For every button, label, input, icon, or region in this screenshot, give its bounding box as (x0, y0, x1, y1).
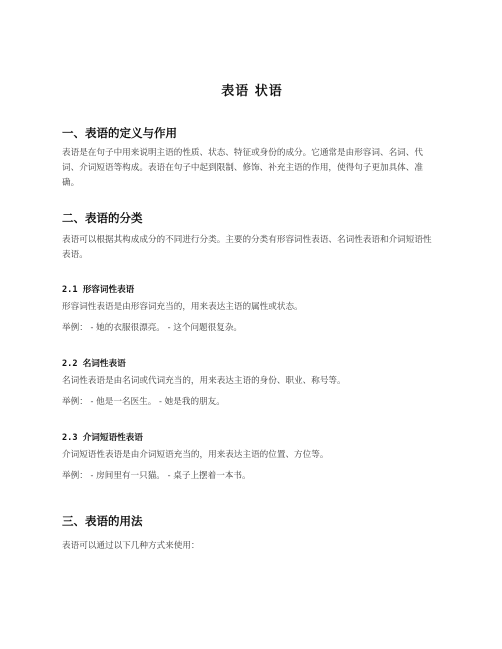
subsection-heading-prepositional: 2.3 介词短语性表语 (62, 433, 143, 443)
document-title: 表语 状语 (221, 84, 283, 99)
subsection-example-prepositional: 举例： - 房间里有一只猫。 - 桌子上摆着一本书。 (62, 471, 251, 481)
subsection-heading-adjective: 2.1 形容词性表语 (62, 285, 135, 295)
subsection-description-noun: 名词性表语是由名词或代词充当的，用来表达主语的身份、职业、称号等。 (62, 376, 346, 386)
subsection-description-adjective: 形容词性表语是由形容词充当的，用来表达主语的属性或状态。 (62, 302, 303, 312)
subsection-example-noun: 举例： - 他是一名医生。 - 她是我的朋友。 (62, 397, 225, 407)
subsection-description-prepositional: 介词短语性表语是由介词短语充当的，用来表达主语的位置、方位等。 (62, 450, 329, 460)
section-heading-usage: 三、表语的用法 (62, 514, 143, 528)
section-heading-definition: 一、表语的定义与作用 (62, 126, 177, 140)
section-paragraph-definition: 表语是在句子中用来说明主语的性质、状态、特征或身份的成分。它通常是由形容词、名词、代词、介词短语等构成。表语在句子中起到限制、修饰、补充主语的作用，使得句子更加具体、准确。 (62, 148, 423, 188)
section-paragraph-usage: 表语可以通过以下几种方式来使用： (62, 541, 200, 551)
section-paragraph-classification: 表语可以根据其构成成分的不同进行分类。主要的分类有形容词性表语、名词性表语和介词短语性表语。 (62, 235, 432, 260)
section-heading-classification: 二、表语的分类 (62, 211, 143, 225)
subsection-example-adjective: 举例： - 她的衣服很漂亮。 - 这个问题很复杂。 (62, 323, 243, 333)
subsection-heading-noun: 2.2 名词性表语 (62, 359, 126, 369)
